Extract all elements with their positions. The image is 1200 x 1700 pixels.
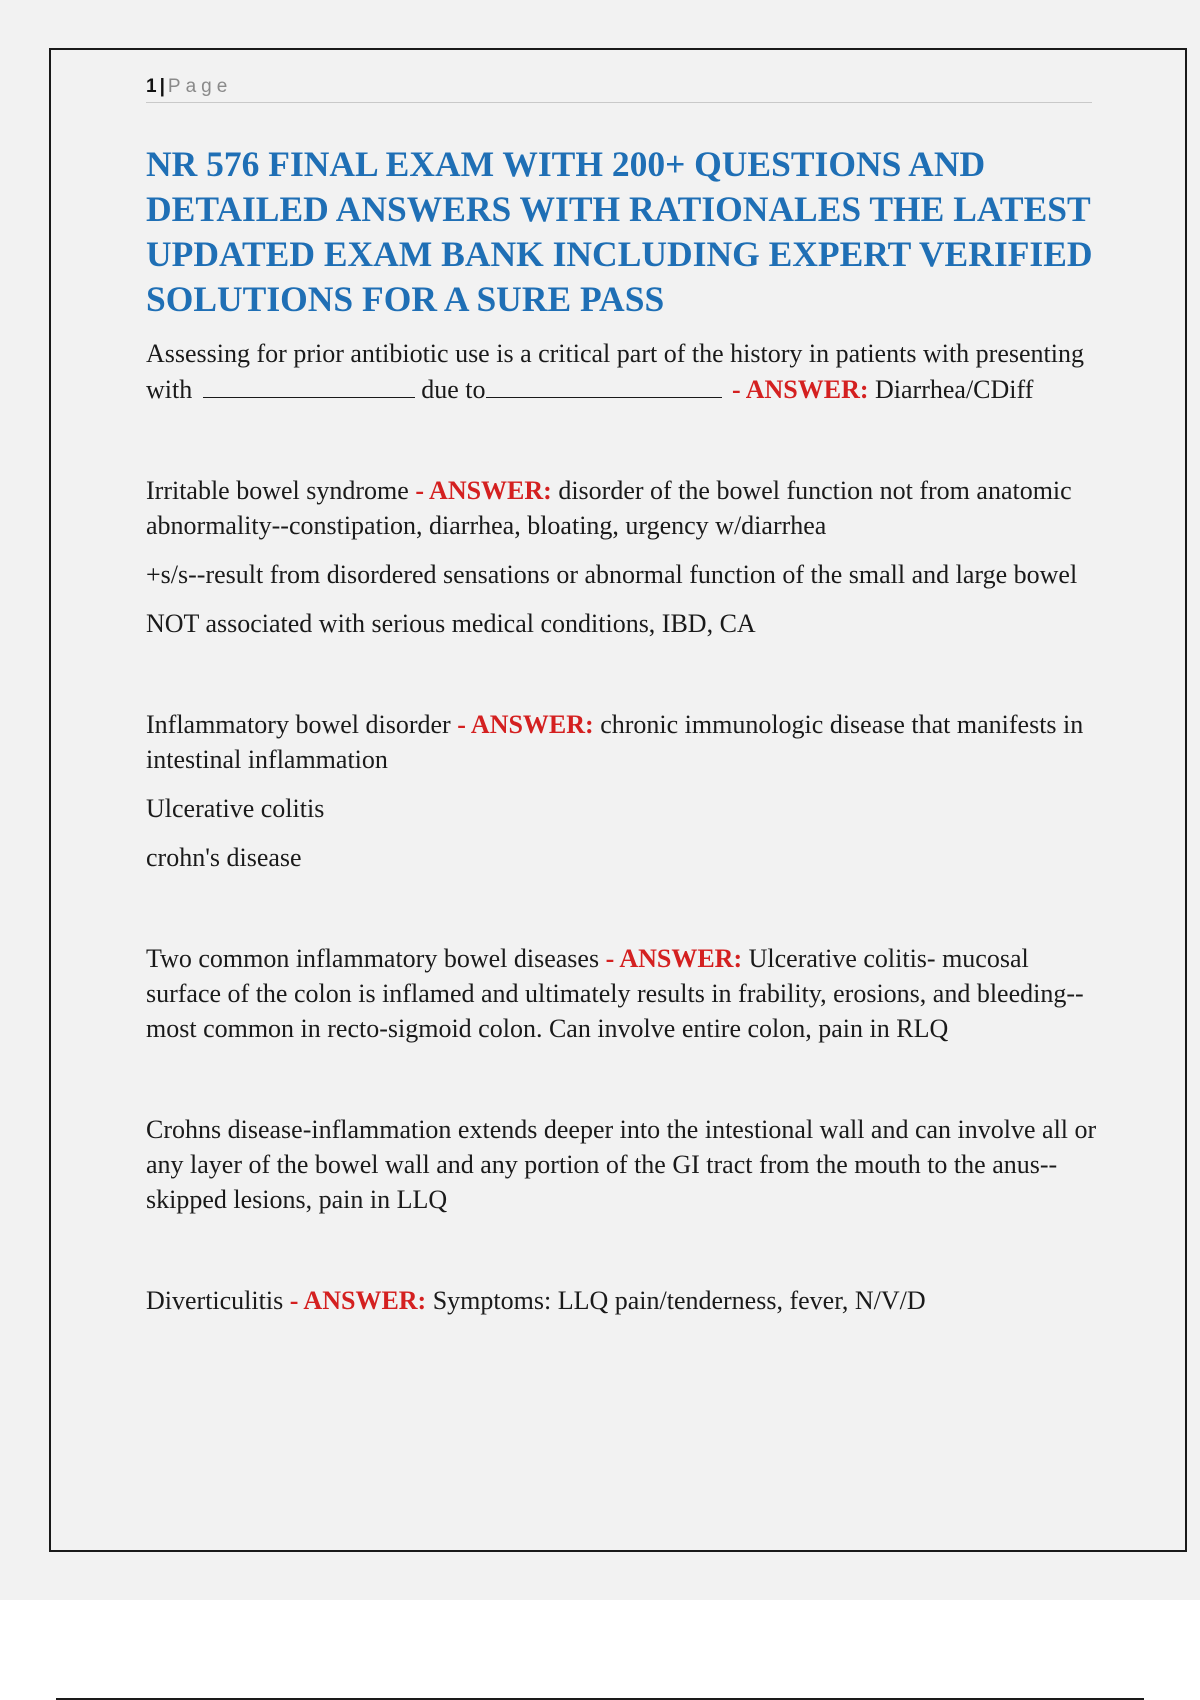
question-ibd bbox=[146, 707, 1106, 777]
page-label: Page bbox=[167, 76, 233, 97]
header-separator: | bbox=[159, 76, 165, 97]
answer-detail: NOT associated with serious medical conditions, IBD, CA bbox=[146, 609, 756, 638]
fill-in-blank bbox=[486, 371, 722, 398]
question-ibs bbox=[146, 473, 1106, 543]
answer-detail: +s/s--result from disordered sensations or abnormal function of the small and large bowel bbox=[146, 560, 1078, 589]
answer-text: disorder of the bowel function not from anatomic abnormality--constipation, diarrhea, bloating, urgency w/diarrhea bbox=[146, 476, 1072, 540]
fill-in-blank bbox=[203, 371, 415, 398]
page-number: 1 bbox=[146, 76, 157, 97]
document-body bbox=[146, 336, 1106, 1318]
answer-text: Ulcerative colitis- mucosal surface of the colon is inflamed and ultimately results in frability, erosions, and bleeding--most common in recto-sigmoid colon. Can involve entire colon, pain in RLQ bbox=[146, 944, 1084, 1043]
question-term: Irritable bowel syndrome bbox=[146, 476, 409, 505]
answer-text: Symptoms: LLQ pain/tenderness, fever, N/V/D bbox=[432, 1286, 926, 1315]
question-term: Diverticulitis bbox=[146, 1286, 284, 1315]
answer-detail: Crohns disease-inflammation extends deeper into the intestional wall and can involve all or any layer of the bowel wall and any portion of the GI tract from the mouth to the anus--skipped lesions, pain in LLQ bbox=[146, 1115, 1097, 1214]
answer-marker: - ANSWER: bbox=[605, 944, 743, 973]
answer-marker: - ANSWER: bbox=[289, 1286, 427, 1315]
answer-detail: crohn's disease bbox=[146, 843, 302, 872]
document-title: NR 576 FINAL EXAM WITH 200+ QUESTIONS AND DETAILED ANSWERS WITH RATIONALES THE LATEST UPDATED EXAM BANK INCLUDING EXPERT VERIFIED SOLUTIONS FOR A SURE PASS bbox=[146, 144, 1093, 319]
answer-marker: - ANSWER: bbox=[415, 476, 552, 505]
page-header bbox=[146, 72, 1092, 103]
question-term: Two common inflammatory bowel diseases bbox=[146, 944, 600, 973]
question-text: due to bbox=[421, 375, 486, 404]
answer-marker: - ANSWER: bbox=[457, 710, 594, 739]
answer-text: Diarrhea/CDiff bbox=[875, 375, 1034, 404]
answer-marker: - ANSWER: bbox=[732, 375, 869, 404]
question-two-ibd bbox=[146, 941, 1106, 1046]
question-antibiotic-use bbox=[146, 336, 1106, 407]
question-diverticulitis bbox=[146, 1283, 1106, 1318]
answer-detail: Ulcerative colitis bbox=[146, 794, 325, 823]
question-term: Inflammatory bowel disorder bbox=[146, 710, 451, 739]
question-text: Assessing for prior antibiotic use is a critical part of the history in patients with presenting with bbox=[146, 339, 1084, 404]
answer-text: chronic immunologic disease that manifests in intestinal inflammation bbox=[146, 710, 1084, 774]
